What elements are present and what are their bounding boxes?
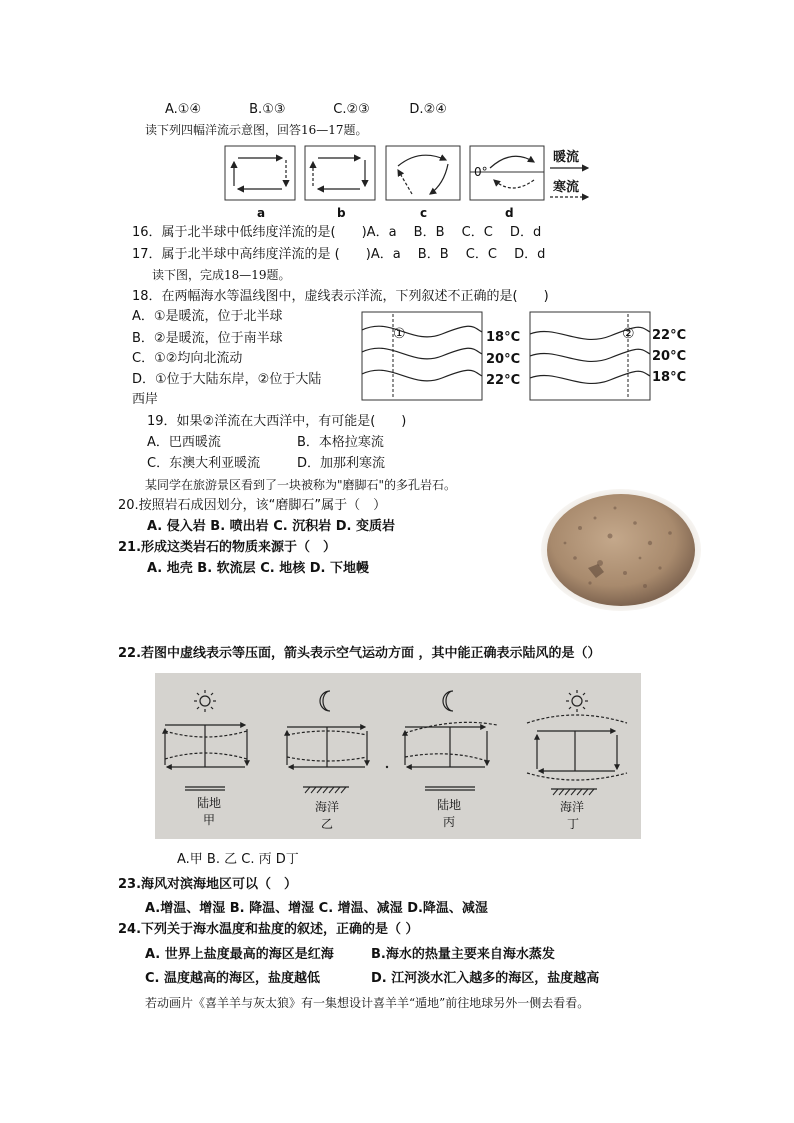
isotherm-left-frame — [362, 312, 482, 400]
q21-stem: 21.形成这类岩石的物质来源于（ ） — [118, 540, 337, 555]
q15-option-c: C.②③ — [333, 102, 370, 117]
panel-yi-label: 乙 — [321, 817, 334, 831]
panel-bing-circulation — [405, 722, 497, 790]
panel-ding-circulation — [527, 715, 627, 795]
q15-option-b: B.①③ — [249, 102, 286, 117]
panel-jia-surface: 陆地 — [197, 796, 222, 810]
q16: 16．属于北半球中低纬度洋流的是( )A．a B．B C．C D．d — [132, 225, 542, 240]
q20-options: A. 侵入岩 B. 喷出岩 C. 沉积岩 D. 变质岩 — [147, 519, 395, 534]
q22-stem: 22.若图中虚线表示等压面，箭头表示空气运动方面 ，其中能正确表示陆风的是（） — [118, 646, 601, 661]
pumice-rock-photo — [540, 488, 702, 612]
q15-option-a: A.①④ — [165, 102, 202, 117]
moon-icon-yi — [320, 691, 330, 711]
q15-option-d: D.②④ — [409, 102, 447, 117]
panel-jia-circulation — [165, 725, 247, 790]
panel-ding-label: 丁 — [567, 817, 580, 831]
q19-option-a: A．巴西暖流 — [147, 435, 221, 450]
q24-option-c: C. 温度越高的海区，盐度越低 — [145, 971, 321, 986]
q23-options: A.增温、增湿 B. 降温、增湿 C. 增温、减湿 D.降温、减湿 — [145, 901, 488, 916]
sun-icon-ding — [566, 690, 588, 712]
q18-option-d-cont: 西岸 — [132, 392, 159, 407]
isotherm-right-label-2: 20°C — [652, 349, 687, 364]
isotherm-left-label-1: 18°C — [486, 330, 521, 345]
isotherm-left-lines — [362, 326, 482, 381]
diagram-d-label: d — [505, 206, 514, 220]
sun-icon-jia — [194, 690, 216, 712]
q24-option-b: B.海水的热量主要来自海水蒸发 — [371, 947, 555, 962]
legend-cold-label: 寒流 — [553, 180, 580, 195]
q18-option-d: D．①位于大陆东岸，②位于大陆 — [132, 372, 322, 387]
q22-options: A.甲 B. 乙 C. 丙 D丁 — [177, 852, 299, 867]
isotherm-left-label-2: 20°C — [486, 352, 521, 367]
panel-yi-surface: 海洋 — [315, 800, 340, 814]
current-2-marker: ② — [622, 326, 635, 342]
q19-option-c: C．东澳大利亚暖流 — [147, 456, 261, 471]
intro-20-21: 某同学在旅游景区看到了一块被称为"磨脚石"的多孔岩石。 — [145, 478, 457, 492]
diagram-b-label: b — [337, 206, 346, 220]
zero-degree-label: 0° — [474, 165, 488, 179]
q18-option-b: B．②是暖流，位于南半球 — [132, 331, 283, 346]
current-1-marker: ① — [393, 326, 406, 342]
moon-icon-bing — [443, 691, 453, 711]
q24-option-d: D. 江河淡水汇入越多的海区，盐度越高 — [371, 971, 600, 986]
panel-jia-label: 甲 — [203, 813, 216, 827]
q20-stem: 20.按照岩石成因划分，该“磨脚石”属于（ ） — [118, 498, 387, 513]
isotherm-right-label-1: 22°C — [652, 328, 687, 343]
intro-18-19: 读下图，完成18—19题。 — [152, 268, 291, 282]
panel-bing-label: 丙 — [443, 815, 456, 829]
q23-stem: 23.海风对滨海地区可以（ ） — [118, 877, 298, 892]
legend-warm-label: 暖流 — [553, 150, 580, 165]
q24-option-a: A. 世界上盐度最高的海区是红海 — [145, 947, 334, 962]
isotherm-right-label-3: 18°C — [652, 370, 687, 385]
q18-stem: 18．在两幅海水等温线图中，虚线表示洋流，下列叙述不正确的是( ) — [132, 289, 549, 304]
q17: 17．属于北半球中高纬度洋流的是 ( )A．a B．B C．C D．d — [132, 247, 546, 262]
footer-intro: 若动画片《喜羊羊与灰太狼》有一集想设计喜羊羊“遁地”前往地球另外一侧去看看。 — [145, 996, 590, 1010]
q19-stem: 19．如果②洋流在大西洋中，有可能是( ) — [147, 414, 407, 429]
panel-ding-surface: 海洋 — [560, 800, 585, 814]
q18-option-c: C．①②均向北流动 — [132, 351, 243, 366]
intro-16-17: 读下列四幅洋流示意图，回答16—17题。 — [145, 123, 368, 137]
q19-option-b: B．本格拉寒流 — [297, 435, 384, 450]
diagram-a-label: a — [257, 206, 266, 220]
panel-bing-surface: 陆地 — [437, 798, 462, 812]
q24-stem: 24.下列关于海水温度和盐度的叙述，正确的是（ ） — [118, 922, 419, 937]
q18-option-a: A．①是暖流，位于北半球 — [132, 309, 283, 324]
isotherm-left-label-3: 22°C — [486, 373, 521, 388]
panel-yi-circulation — [287, 727, 367, 793]
q21-options: A. 地壳 B. 软流层 C. 地核 D. 下地幔 — [147, 561, 369, 576]
q19-option-d: D．加那利寒流 — [297, 456, 386, 471]
diagram-c-label: c — [420, 206, 428, 220]
